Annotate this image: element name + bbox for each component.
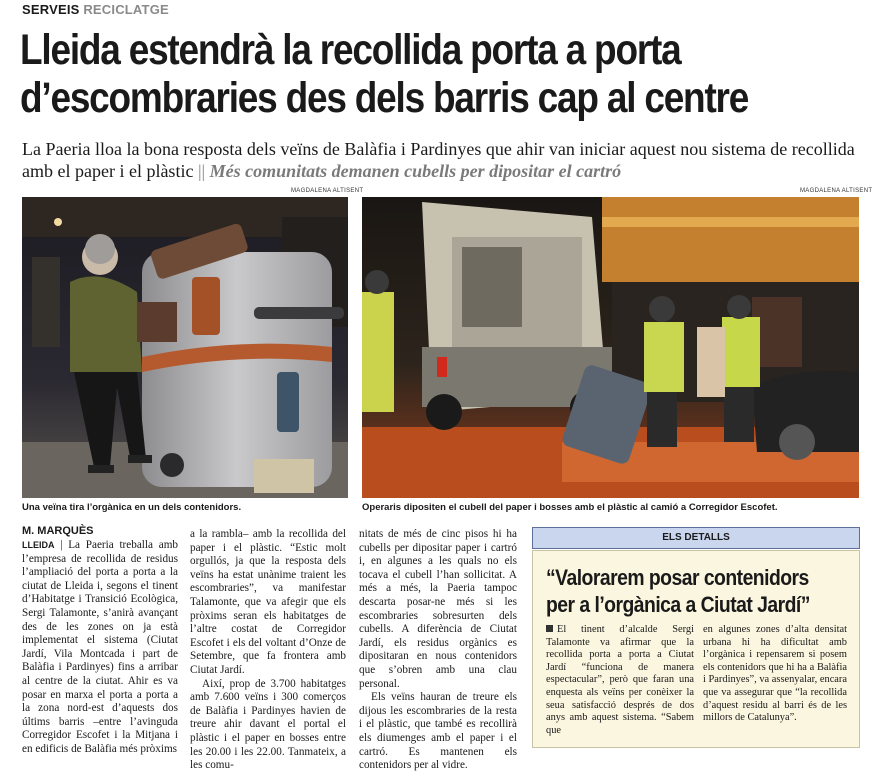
article-paragraph: nitats de més de cinc pisos hi ha cubells per dipositar paper i cartró i, en algunes a les quals no els tocava el cubell l’han sollicitat. A més a més, la Paeria tampoc descarta posar-ne més si les escombraries sobresurten dels cubells. A diferència de Ciutat Jardí, els residus orgànics es dipositaran en nous contenidors que s’obren amb una clau personal. xyxy=(359,528,517,690)
section-label xyxy=(22,2,169,17)
right-photo-caption: Operaris dipositen el cubell del paper i bosses amb el plàstic al camió a Corregidor Escofet. xyxy=(362,502,778,513)
sidebar-paragraph xyxy=(546,624,694,737)
article-column-1 xyxy=(22,539,178,757)
sidebar-quote-line-2: per a l’orgànica a Ciutat Jardí” xyxy=(546,592,810,617)
byline: M. MARQUÈS xyxy=(22,525,94,537)
sidebar-quote xyxy=(546,564,810,618)
standfirst-text: La Paeria lloa la bona resposta dels veïns de Balàfia i Pardinyes que ahir van iniciar aquest nou sistema de recollida amb el paper i el plàstic xyxy=(22,139,855,181)
headline-line-2: d’escombraries des dels barris cap al centre xyxy=(20,74,749,122)
headline xyxy=(20,26,751,122)
article-column-3 xyxy=(359,528,517,773)
standfirst-separator: || xyxy=(197,161,206,181)
section-subname: RECICLATGE xyxy=(83,2,169,17)
article-paragraph: Així, prop de 3.700 habitatges amb 7.600 veïns i 300 comerços de Balàfia i Pardinyes havien de treure ahir davant el portal el plàstic i el paper en bosses entre les 20.00 i les 22.00. Tanmateix, a les comu- xyxy=(190,677,346,772)
headline-line-1: Lleida estendrà la recollida porta a porta xyxy=(20,26,681,74)
article-paragraph: LLEIDA | La Paeria treballa amb l’empresa de recollida de residus l’ampliació del porta a porta a la ciutat de Lleida i, segons el tinent d’Habitatge i Transició Ecològica, Sergi Talamonte, s’anirà avançant des de les zones on ja està implementat el sistema (Ciutat Jardí, Vila Montcada i part de Balàfia i Pardinyes) fins a arribar al centre de la ciutat. Ahir es va posar en marxa el porta a porta a la zona nord-est d’aquests dos últims barris –entre l’avinguda Corregidor Escofet i la Mitjana i en edificis de Balàfia més pròxims xyxy=(22,539,178,755)
left-photo-caption: Una veïna tira l’orgànica en un dels contenidors. xyxy=(22,502,242,513)
sidebar-header: ELS DETALLS xyxy=(532,527,860,549)
sidebar-col1-text: El tinent d’alcalde Sergi Talamonte va afirmar que la recollida porta a porta a Ciutat Jardí “funciona de manera espectacular”, però que faran una enquesta als veïns per conèixer la seua satisfacció després de dos anys amb aquest sistema. “Sabem que xyxy=(546,624,694,736)
standfirst xyxy=(22,138,872,182)
left-photo xyxy=(22,197,348,498)
right-photo xyxy=(362,197,859,498)
article-paragraph: Els veïns hauran de treure els dijous les escombraries de la resta i el plàstic, que també es recollirà els diumenges amb el paper i el cartró. Es mantenen els contenidors per al vidre. xyxy=(359,691,517,772)
standfirst-emphasis: Més comunitats demanen cubells per dipositar el cartró xyxy=(209,161,622,181)
article-col1-text: La Paeria treballa amb l’empresa de recollida de residus l’ampliació del porta a porta a la ciutat de Lleida i, segons el tinent d’Habitatge i Transició Ecològica, Sergi Talamonte, s’anirà avançant des de les zones on ja està implementat el sistema (Ciutat Jardí, Vila Montcada i part de Balàfia i Pardinyes) fins a arribar al centre de la ciutat. Ahir es va posar en marxa el porta a porta a la zona nord-est d’aquests dos últims barris –entre l’avinguda Corregidor Escofet i la Mitjana i en edificis de Balàfia més pròxims xyxy=(22,539,178,755)
sidebar-paragraph: en algunes zones d’alta densitat urbana hi ha dificultat amb l’orgànica i repensarem si posem els contenidors que hi ha a Balàfia i Pardinyes”, va assenyalar, encara que va assegurar que “la recollida d’aquest residu al barri és de les millors de Catalunya”. xyxy=(703,624,847,724)
sidebar-quote-line-1: “Valorarem posar contenidors xyxy=(546,565,809,590)
left-photo-credit: MAGDALENA ALTISENT xyxy=(291,188,364,194)
square-bullet-icon xyxy=(546,625,553,632)
sidebar-column-2 xyxy=(703,624,847,725)
sidebar-column-1 xyxy=(546,624,694,737)
right-photo-credit: MAGDALENA ALTISENT xyxy=(800,188,873,194)
section-name: SERVEIS xyxy=(22,2,80,17)
left-photo-illustration xyxy=(22,197,348,498)
article-column-2 xyxy=(190,528,346,773)
dateline: LLEIDA xyxy=(22,540,55,550)
article-paragraph: a la rambla– amb la recollida del paper i el plàstic. “Estic molt orgullós, ja que la resposta dels veïns ha estat unànime traient les escombraries”, va manifestar Talamonte, que va afegir que els pròxims seran els habitatges de l’altre costat de Corregidor Escofet i els del voltant d’Onze de Setembre, que fa frontera amb Ciutat Jardí. xyxy=(190,528,346,676)
right-photo-illustration xyxy=(362,197,859,498)
